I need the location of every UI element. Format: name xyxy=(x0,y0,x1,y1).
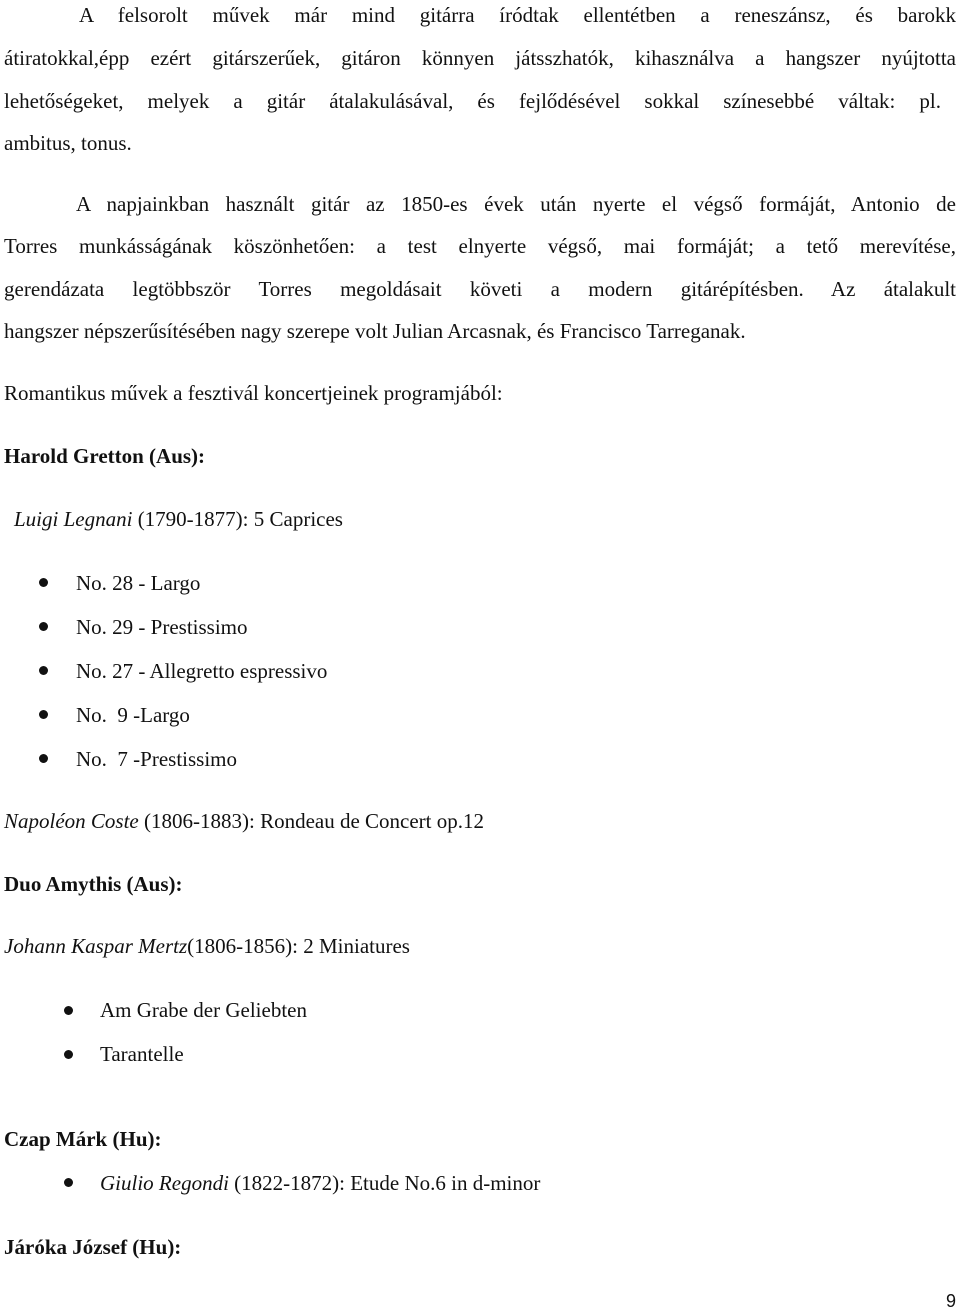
list-item: No. 27 - Allegretto espressivo xyxy=(76,659,328,683)
para2-line4: hangszer népszerűsítésében nagy szerepe volt Julian Arcasnak, és Francisco Tarreganak. xyxy=(4,319,746,343)
list-item: Tarantelle xyxy=(100,1042,184,1066)
para1-line2: átiratokkal,épp ezért gitárszerűek, gitáron könnyen játsszhatók, kihasználva a hangszer nyújtotta xyxy=(4,46,956,70)
para1-line1: A felsorolt művek már mind gitárra íródtak ellentétben a reneszánsz, és barokk xyxy=(79,3,956,27)
composer-name: Napoléon Coste xyxy=(4,809,139,833)
bullet-icon xyxy=(39,754,48,763)
list-item: No. 28 - Largo xyxy=(76,571,201,595)
performer-heading: Járóka József (Hu): xyxy=(4,1235,182,1259)
work-details: (1822-1872): Etude No.6 in d-minor xyxy=(228,1171,541,1195)
para2-line2: Torres munkásságának köszönhetően: a test elnyerte végső, mai formáját; a tető merevítése, xyxy=(4,234,956,258)
work-details: (1806-1856): 2 Miniatures xyxy=(187,934,410,958)
list-item: No. 29 - Prestissimo xyxy=(76,615,248,639)
work-details: (1806-1883): Rondeau de Concert op.12 xyxy=(138,809,485,833)
para1-line4: ambitus, tonus. xyxy=(4,131,132,155)
work-details: (1790-1877): 5 Caprices xyxy=(132,507,343,531)
bullet-icon xyxy=(39,622,48,631)
para2-line1: A napjainkban használt gitár az 1850-es évek után nyerte el végső formáját, Antonio de xyxy=(76,192,956,216)
bullet-icon xyxy=(39,666,48,675)
para1-line3: lehetőségeket, melyek a gitár átalakulásával, és fejlődésével sokkal színesebbé váltak: pl. xyxy=(4,89,941,113)
performer-heading: Harold Gretton (Aus): xyxy=(4,444,206,468)
performer-heading: Czap Márk (Hu): xyxy=(4,1127,162,1151)
composer-name: Johann Kaspar Mertz xyxy=(4,934,188,958)
list-item xyxy=(100,1171,540,1195)
program-intro: Romantikus művek a fesztivál koncertjeinek programjából: xyxy=(4,381,503,405)
bullet-icon xyxy=(64,1178,73,1187)
para2-line3: gerendázata legtöbbször Torres megoldásait követi a modern gitárépítésben. Az átalakult xyxy=(4,277,956,301)
list-item: No. 9 -Largo xyxy=(76,703,190,727)
work-line xyxy=(4,934,410,958)
work-line xyxy=(14,507,343,531)
page-number: 9 xyxy=(945,1291,956,1311)
work-line xyxy=(4,809,484,833)
performer-heading: Duo Amythis (Aus): xyxy=(4,872,183,896)
bullet-icon xyxy=(64,1006,73,1015)
list-item: No. 7 -Prestissimo xyxy=(76,747,238,771)
bullet-icon xyxy=(64,1050,73,1059)
bullet-icon xyxy=(39,710,48,719)
list-item: Am Grabe der Geliebten xyxy=(100,998,307,1022)
composer-name: Giulio Regondi xyxy=(100,1171,229,1195)
bullet-icon xyxy=(39,578,48,587)
composer-name: Luigi Legnani xyxy=(14,507,133,531)
